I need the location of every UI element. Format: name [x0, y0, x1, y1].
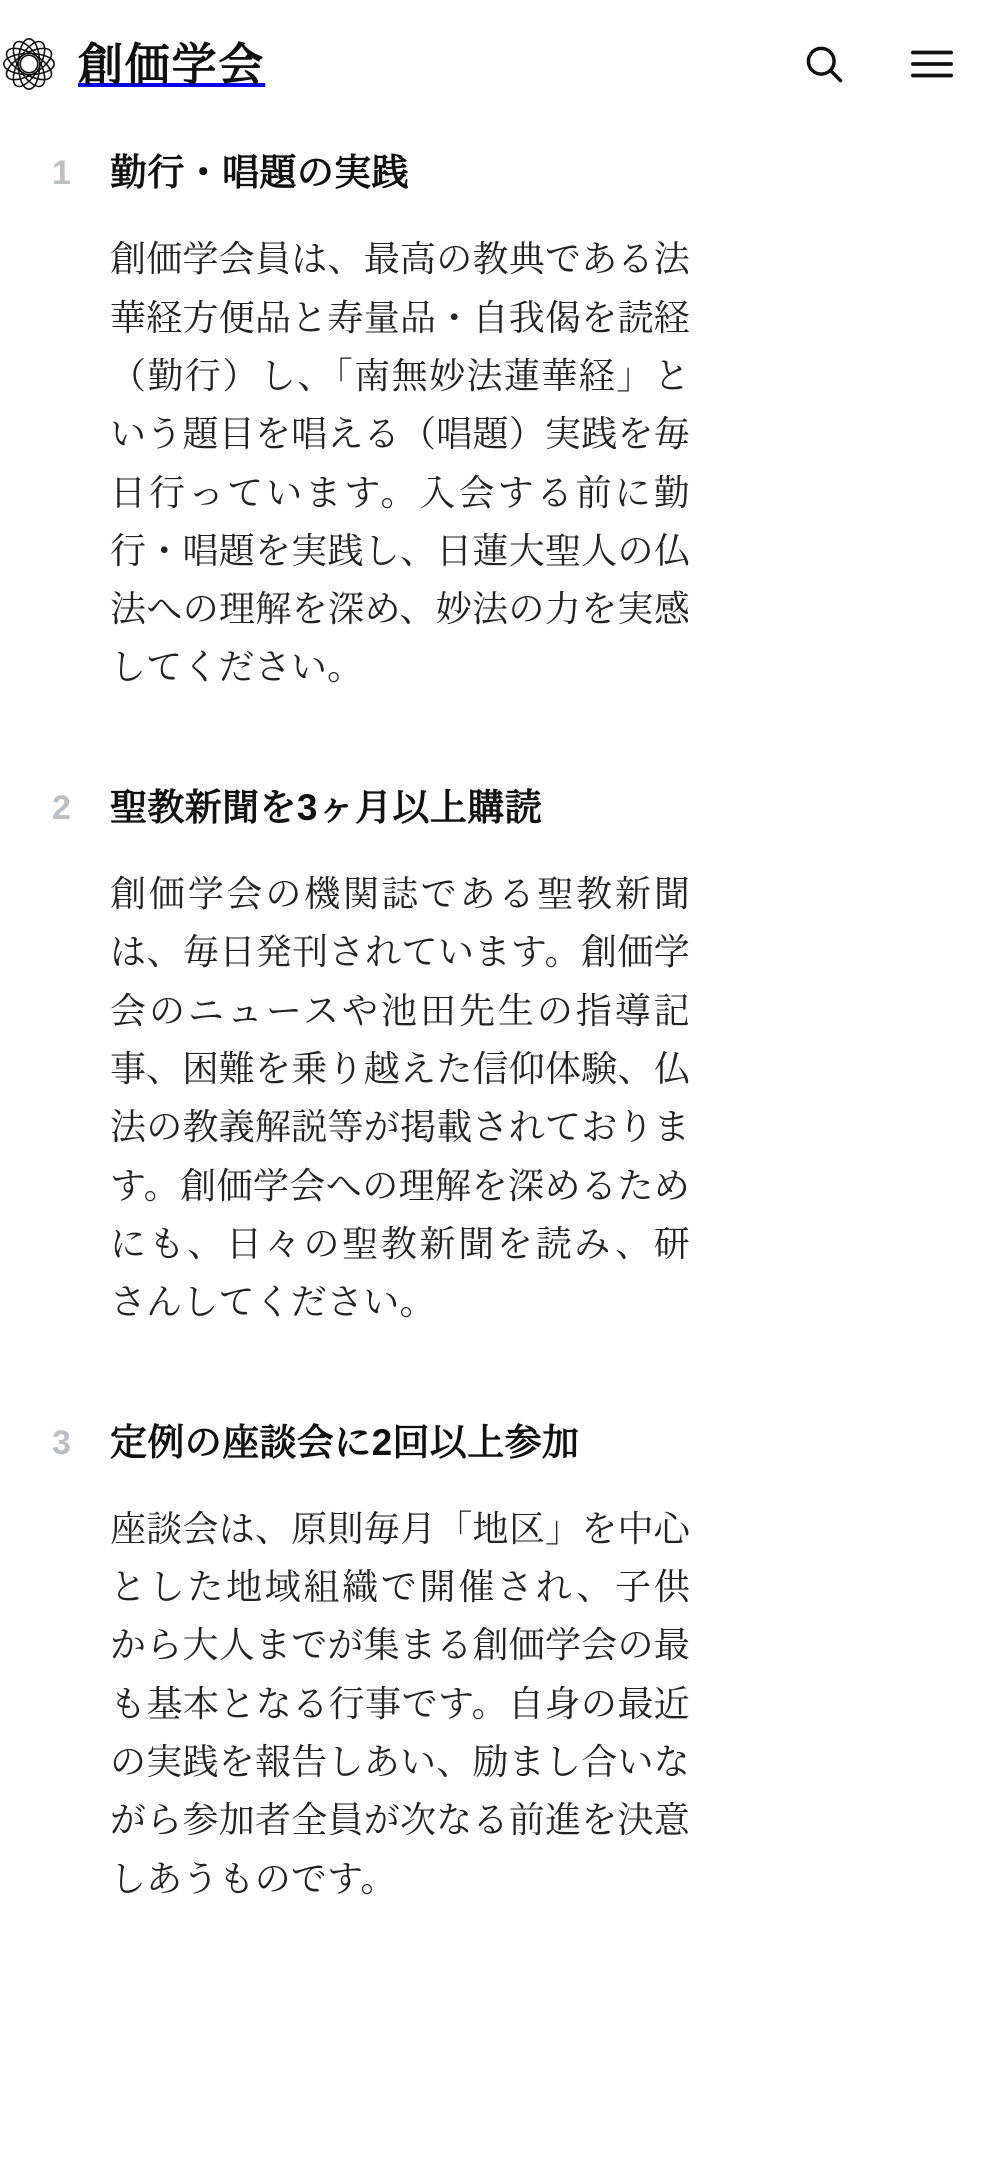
list-item	[42, 785, 948, 1332]
steps-list	[0, 128, 988, 1908]
site-title: 創価学会	[78, 38, 266, 90]
step-number: 1	[52, 154, 71, 192]
step-body: 創価学会の機関誌である聖教新聞は、毎日発刊されています。創価学会のニュースや池田先生の指導記事、困難を乗り越えた信仰体験、仏法の教義解説等が掲載されております。創価学会への理解を深めるためにも、日々の聖教新聞を読み、研さんしてください。	[110, 873, 690, 1323]
hamburger-menu-icon	[909, 44, 955, 84]
menu-button[interactable]	[906, 38, 958, 90]
step-title: 勤行・唱題の実践	[110, 152, 409, 193]
step-title: 聖教新聞を3ヶ月以上購読	[110, 786, 543, 828]
step-body: 創価学会員は、最高の教典である法華経方便品と寿量品・自我偈を読経（勤行）し、「南無妙法蓮華経」という題目を唱える（唱題）実践を毎日行っています。入会する前に勤行・唱題を実践し、日蓮大聖人の仏法への理解を深め、妙法の力を実感してください。	[110, 238, 690, 688]
step-body: 座談会は、原則毎月「地区」を中心とした地域組織で開催され、子供から大人までが集まる創価学会の最も基本となる行事です。自身の最近の実践を報告しあい、励まし合いながら参加者全員が次なる前進を決意しあうものです。	[110, 1507, 690, 1899]
search-icon	[802, 42, 846, 86]
header-actions	[798, 38, 960, 90]
site-header	[0, 0, 988, 128]
step-title: 定例の座談会に2回以上参加	[110, 1421, 580, 1463]
brand-home-link[interactable]	[0, 33, 265, 95]
list-item	[42, 1420, 948, 1908]
step-number: 2	[52, 788, 71, 827]
soka-gakkai-lotus-logo-icon	[4, 33, 60, 95]
list-item	[42, 150, 948, 697]
step-number: 3	[52, 1423, 71, 1462]
search-button[interactable]	[798, 38, 850, 90]
